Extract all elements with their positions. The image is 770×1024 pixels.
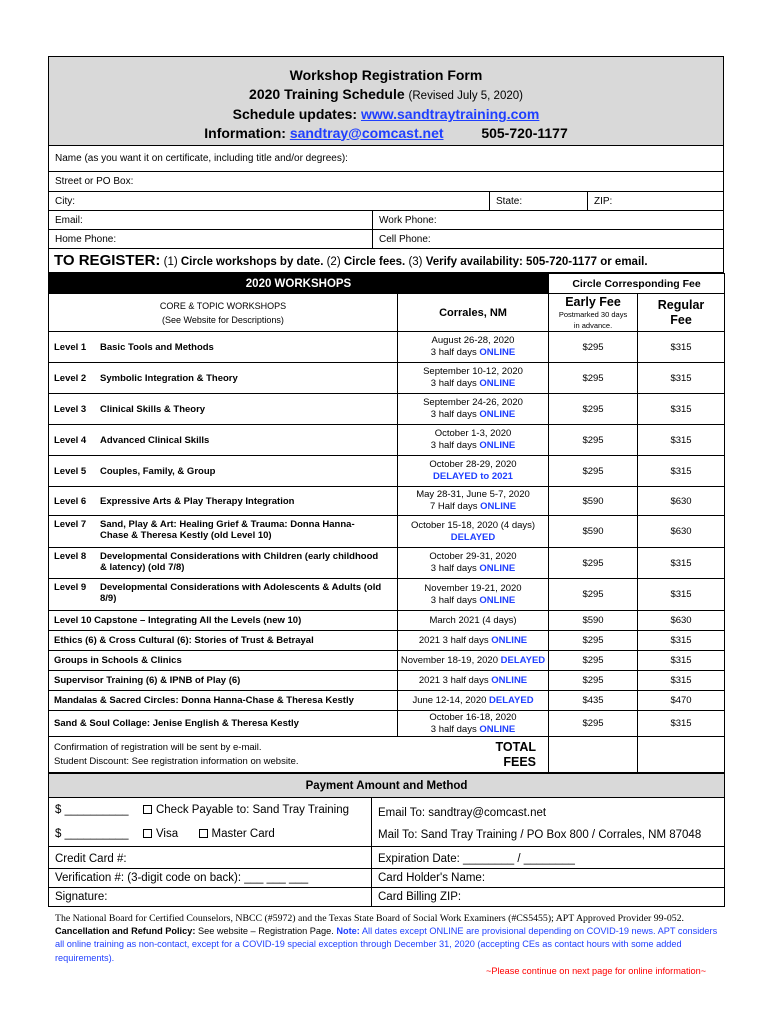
early-fee[interactable]: $295 [549,579,638,611]
billing-zip-field[interactable]: Card Billing ZIP: [372,887,725,906]
payment-title: Payment Amount and Method [49,774,725,798]
table-row[interactable] [49,516,725,548]
workshop-name: Groups in Schools & Clinics [49,651,398,671]
regular-fee[interactable]: $315 [638,631,725,651]
visa-checkbox[interactable] [143,829,152,838]
registration-form [48,56,724,907]
payment-row-5 [49,887,725,906]
workshop-date[interactable]: October 1-3, 2020 3 half days ONLINE [398,425,549,456]
workshop-date[interactable]: October 29-31, 2020 3 half days ONLINE [398,548,549,579]
regular-fee[interactable]: $315 [638,425,725,456]
table-row[interactable] [49,631,725,651]
early-fee[interactable]: $295 [549,651,638,671]
early-fee[interactable]: $295 [549,332,638,363]
table-row[interactable] [49,425,725,456]
workshop-name: Level 1 Basic Tools and Methods [49,332,398,363]
check-checkbox[interactable] [143,805,152,814]
workshop-date[interactable]: November 19-21, 2020 3 half days ONLINE [398,579,549,611]
cell-phone-field[interactable]: Cell Phone: [372,230,723,248]
credit-card-field[interactable]: Credit Card #: [49,846,372,868]
table-row[interactable] [49,651,725,671]
workshop-name: Level 9 Developmental Considerations with Adolescents & Adults (old 8/9) [49,579,398,611]
address-row [48,192,724,211]
topic-workshops [49,611,725,711]
name-field[interactable]: Name (as you want it on certificate, including title and/or degrees): [48,146,724,172]
early-fee[interactable]: $295 [549,425,638,456]
payment-row-2 [49,822,725,846]
table-row[interactable] [49,456,725,487]
workshop-date[interactable]: May 28-31, June 5-7, 2020 7 Half days ONLINE [398,487,549,516]
workshop-name: Level 3 Clinical Skills & Theory [49,394,398,425]
total-fees-label: TOTAL FEES [495,740,537,769]
verification-field[interactable]: Verification #: (3-digit code on back): ___ ___ ___ [49,868,372,887]
workshop-date[interactable]: November 18-19, 2020 DELAYED [398,651,549,671]
payment-table [48,773,725,907]
workshop-name: Level 5 Couples, Family, & Group [49,456,398,487]
payment-row-3 [49,846,725,868]
schedule-line: 2020 Training Schedule (Revised July 5, 2020) [249,85,523,102]
workshop-table [48,273,725,773]
workshop-date[interactable]: August 26-28, 2020 3 half days ONLINE [398,332,549,363]
workshop-name: Level 8 Developmental Considerations with Children (early childhood & latency) (old 7/8) [49,548,398,579]
table-row[interactable] [49,332,725,363]
early-fee[interactable]: $435 [549,691,638,711]
website-link[interactable]: www.sandtraytraining.com [360,106,540,122]
workshop-date[interactable]: September 24-26, 2020 3 half days ONLINE [398,394,549,425]
city-field[interactable]: City: [55,196,75,207]
early-fee[interactable]: $295 [549,548,638,579]
table-row[interactable] [49,487,725,516]
phone-row [48,230,724,249]
workshop-table-header [49,274,725,294]
register-instructions: TO REGISTER: (1) Circle workshops by date. (2) Circle fees. (3) Verify availability: 505-720-1177 or email. [48,249,724,273]
table-row[interactable] [49,394,725,425]
regular-fee[interactable]: $315 [638,651,725,671]
regular-fee[interactable]: $315 [638,332,725,363]
mail-to: Mail To: Sand Tray Training / PO Box 800 / Corrales, NM 87048 [372,822,725,846]
regular-fee[interactable]: $470 [638,691,725,711]
workshop-name: Ethics (6) & Cross Cultural (6): Stories of Trust & Betrayal [49,631,398,651]
form-title: Workshop Registration Form [289,67,483,83]
home-phone-field[interactable]: Home Phone: [55,234,117,245]
email-field[interactable]: Email: [55,215,83,226]
information-line: Information: sandtray@comcast.net 505-720-1177 [204,124,568,141]
column-headers [49,294,725,332]
fee-header: Circle Corresponding Fee [549,274,725,294]
workshop-date[interactable]: 2021 3 half days ONLINE [398,671,549,691]
workshop-name: Level 4 Advanced Clinical Skills [49,425,398,456]
payment-card-cell: $ __________ Visa Master Card [49,822,372,846]
schedule-updates-line: Schedule updates: www.sandtraytraining.com [232,106,540,122]
card-amount-field[interactable]: $ __________ [55,827,129,840]
workshop-name: Supervisor Training (6) & IPNB of Play (6) [49,671,398,691]
regular-fee[interactable]: $315 [638,456,725,487]
totals-row [49,737,725,773]
check-amount-field[interactable]: $ __________ [55,804,129,816]
footer-notes [55,912,725,965]
regular-fee[interactable]: $315 [638,548,725,579]
phone-number: 505-720-1177 [481,124,568,141]
table-row[interactable] [49,579,725,611]
work-phone-field[interactable]: Work Phone: [372,211,723,229]
location-header: Corrales, NM [398,294,549,332]
workshop-date[interactable]: October 15-18, 2020 (4 days) DELAYED [398,516,549,548]
early-fee[interactable]: $590 [549,487,638,516]
workshop-name: Level 6 Expressive Arts & Play Therapy Integration [49,487,398,516]
email-row [48,211,724,230]
regular-fee[interactable]: $630 [638,487,725,516]
workshop-date[interactable]: March 2021 (4 days) [398,611,549,631]
early-fee[interactable]: $590 [549,516,638,548]
early-fee[interactable]: $295 [549,363,638,394]
confirmation-notes: Confirmation of registration will be sent by e-mail. Student Discount: See registration information on website. TOTAL FEES [49,737,549,773]
early-fee[interactable]: $295 [549,456,638,487]
early-fee[interactable]: $295 [549,631,638,651]
early-fee[interactable]: $590 [549,611,638,631]
workshop-date[interactable]: 2021 3 half days ONLINE [398,631,549,651]
payment-header-row [49,774,725,798]
payment-row-4 [49,868,725,887]
regular-fee[interactable]: $315 [638,671,725,691]
table-row[interactable] [49,363,725,394]
continue-note: ~Please continue on next page for online information~ [486,966,707,976]
regular-fee[interactable]: $315 [638,394,725,425]
early-fee-header: Early Fee Postmarked 30 days in advance. [549,294,638,332]
workshop-name: Level 7 Sand, Play & Art: Healing Grief & Trauma: Donna Hanna-Chase & Theresa Kestly (old Level 10) [49,516,398,548]
workshop-date[interactable]: September 10-12, 2020 3 half days ONLINE [398,363,549,394]
form-header [48,56,724,146]
core-header: CORE & TOPIC WORKSHOPS (See Website for Descriptions) [49,294,398,332]
email-link[interactable]: sandtray@comcast.net [289,124,444,141]
payment-check-cell: $ __________ Check Payable to: Sand Tray Training [49,798,372,823]
workshop-name: Level 10 Capstone – Integrating All the Levels (new 10) [49,611,398,631]
table-row[interactable] [49,671,725,691]
early-fee[interactable]: $295 [549,671,638,691]
policy-text: Cancellation and Refund Policy: See website – Registration Page. Note: All dates except ONLINE are provisional depending on COVID-19 news. APT considers all online training as non-contact, except for a COVID-19 special exception through December 31, 2020 (accepting CEs as contact hours with some added requirements). [55,926,718,963]
card-holder-field[interactable]: Card Holder's Name: [372,868,725,887]
regular-fee[interactable]: $630 [638,516,725,548]
expiration-field[interactable]: Expiration Date: ________ / ________ [372,846,725,868]
payment-row-1 [49,798,725,823]
zip-field[interactable]: ZIP: [587,192,723,210]
early-fee[interactable]: $295 [549,394,638,425]
table-row[interactable] [49,691,725,711]
workshop-name: Mandalas & Sacred Circles: Donna Hanna-Chase & Theresa Kestly [49,691,398,711]
email-to: Email To: sandtray@comcast.net [372,798,725,823]
regular-fee[interactable]: $315 [638,579,725,611]
workshop-name: Level 2 Symbolic Integration & Theory [49,363,398,394]
mastercard-checkbox[interactable] [199,829,208,838]
regular-fee[interactable]: $315 [638,363,725,394]
signature-field[interactable]: Signature: [49,887,372,906]
workshop-date[interactable]: October 28-29, 2020 DELAYED to 2021 [398,456,549,487]
street-field[interactable]: Street or PO Box: [48,172,724,192]
workshop-date[interactable]: June 12-14, 2020 DELAYED [398,691,549,711]
core-workshops [49,332,725,611]
regular-fee[interactable]: $630 [638,611,725,631]
state-field[interactable]: State: [489,192,587,210]
regular-fee[interactable]: $315 [638,711,725,737]
table-row[interactable] [49,611,725,631]
total-early-fee[interactable] [549,737,638,773]
regular-fee-header: Regular Fee [638,294,725,332]
accreditation-text: The National Board for Certified Counselors, NBCC (#5972) and the Texas State Board of Social Work Examiners (#CS5455); APT Approved Provider 99-052. [55,913,684,924]
table-row[interactable] [49,548,725,579]
table-row[interactable]: Sand & Soul Collage: Jenise English & Theresa Kestly October 16-18, 2020 3 half days ONLINE $295 $315 [49,711,725,737]
total-regular-fee[interactable] [638,737,725,773]
early-fee[interactable]: $295 [549,711,638,737]
workshops-header: 2020 WORKSHOPS [49,274,549,294]
